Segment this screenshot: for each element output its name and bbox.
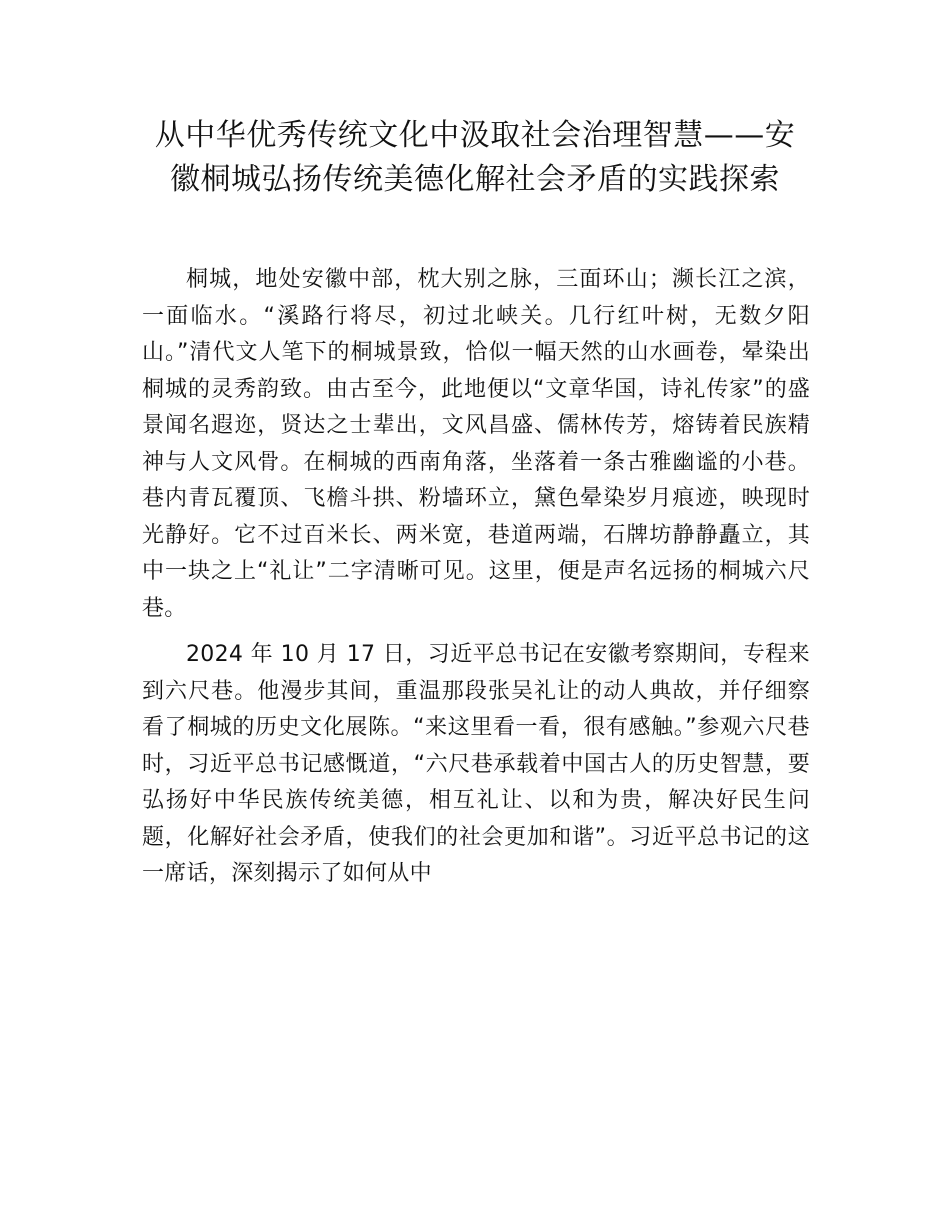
paragraph-1: 桐城，地处安徽中部，枕大别之脉，三面环山；濒长江之滨，一面临水。“溪路行将尽，初过北峡关。几行红叶树，无数夕阳山。”清代文人笔下的桐城景致，恰似一幅天然的山水画卷，晕染出桐城的灵秀韵致。由古至今，此地便以“文章华国，诗礼传家”的盛景闻名遐迩，贤达之士辈出，文风昌盛、儒林传芳，熔铸着民族精神与人文风骨。在桐城的西南角落，坐落着一条古雅幽谧的小巷。巷内青瓦覆顶、飞檐斗拱、粉墙环立，黛色晕染岁月痕迹，映现时光静好。它不过百米长、两米宽，巷道两端，石牌坊静静矗立，其中一块之上“礼让”二字清晰可见。这里，便是声名远扬的桐城六尺巷。 [142, 267, 810, 621]
document-title: 从中华优秀传统文化中汲取社会治理智慧——安徽桐城弘扬传统美德化解社会矛盾的实践探索 [154, 118, 796, 197]
document-body [142, 262, 810, 903]
paragraph-2: 2024 年 10 月 17 日，习近平总书记在安徽考察期间，专程来到六尺巷。他漫步其间，重温那段张吴礼让的动人典故，并仔细察看了桐城的历史文化展陈。“来这里看一看，很有感触。”参观六尺巷时，习近平总书记感慨道，“六尺巷承载着中国古人的历史智慧，要弘扬好中华民族传统美德，相互礼让、以和为贵，解决好民生问题，化解好社会矛盾，使我们的社会更加和谐”。习近平总书记的这一席话，深刻揭示了如何从中 [142, 642, 810, 886]
